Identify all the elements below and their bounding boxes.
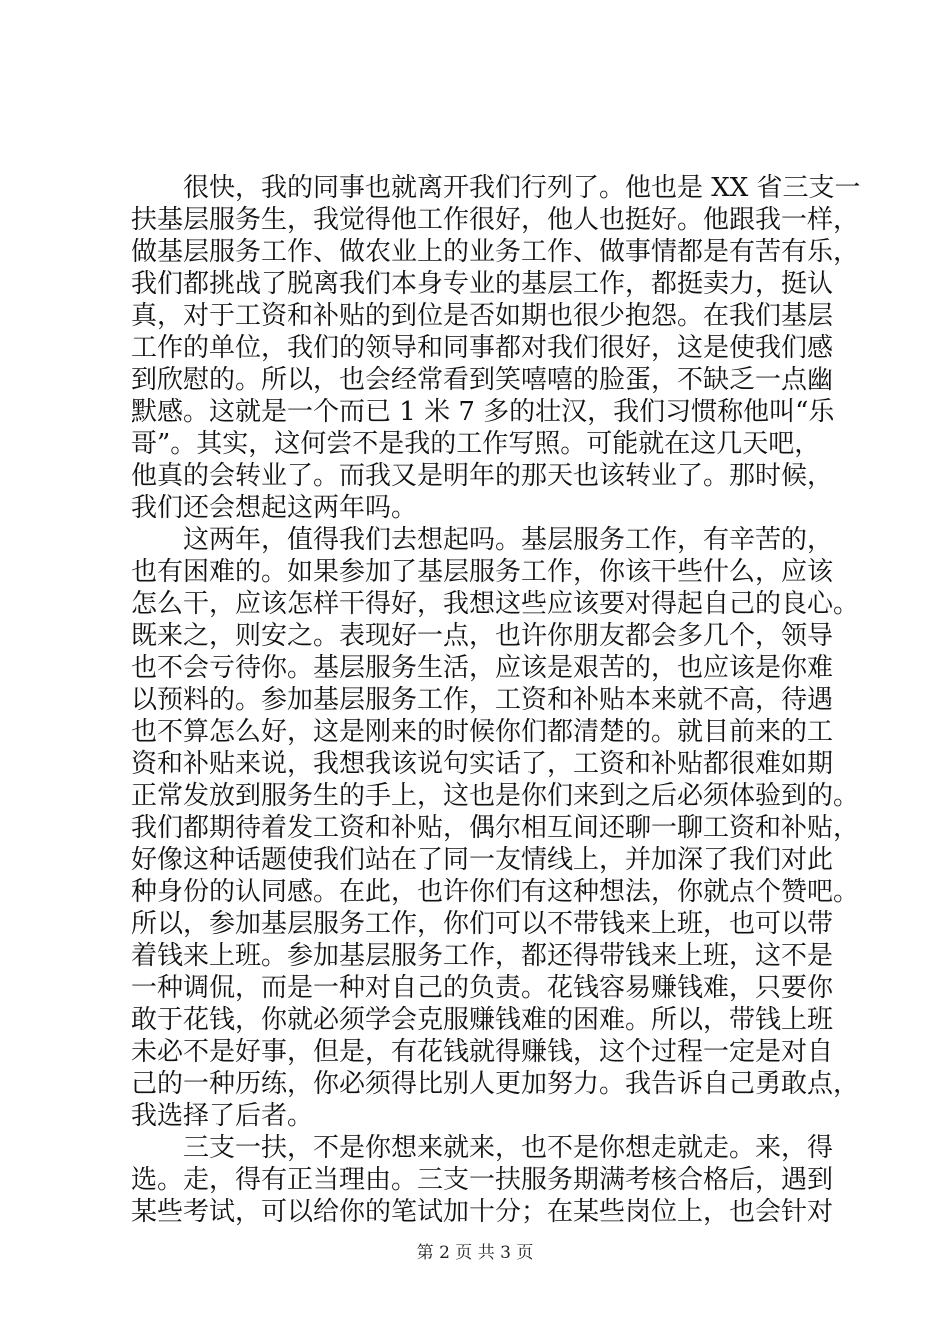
page-number-label: 第 2 页 共 3 页	[416, 1243, 534, 1263]
text-line: 既来之，则安之。表现好一点，也许你朋友都会多几个，领导	[131, 621, 834, 651]
text-line: 我们还会想起这两年吗。	[131, 493, 418, 523]
text-line: 也有困难的。如果参加了基层服务工作，你该干些什么，应该	[131, 557, 834, 587]
text-line: 资和补贴来说，我想我该说句实话了，工资和补贴都很难如期	[131, 749, 834, 779]
text-line: 一种调侃，而是一种对自己的负责。花钱容易赚钱难，只要你	[131, 973, 834, 1003]
text-line: 某些考试，可以给你的笔试加十分；在某些岗位上，也会针对	[131, 1197, 834, 1227]
text-line: 选。走，得有正当理由。三支一扶服务期满考核合格后，遇到	[131, 1165, 834, 1195]
page-footer	[0, 1243, 950, 1263]
text-line: 也不会亏待你。基层服务生活，应该是艰苦的，也应该是你难	[131, 653, 834, 683]
text-line: 所以，参加基层服务工作，你们可以不带钱来上班，也可以带	[131, 909, 834, 939]
text-line: 扶基层服务生，我觉得他工作很好，他人也挺好。他跟我一样，	[131, 205, 860, 235]
text-line: 着钱来上班。参加基层服务工作，都还得带钱来上班，这不是	[131, 941, 834, 971]
paragraph-1	[131, 172, 861, 524]
text-line: 种身份的认同感。在此，也许你们有这种想法，你就点个赞吧。	[131, 877, 860, 907]
paragraph-3	[131, 1132, 834, 1228]
text-line: 默感。这就是一个而已 1 米 7 多的壮汉，我们习惯称他叫“乐	[131, 397, 835, 427]
text-line: 到欣慰的。所以，也会经常看到笑嘻嘻的脸蛋，不缺乏一点幽	[131, 365, 834, 395]
text-line: 工作的单位，我们的领导和同事都对我们很好，这是使我们感	[131, 333, 834, 363]
text-line: 他真的会转业了。而我又是明年的那天也该转业了。那时候，	[131, 461, 834, 491]
text-line: 很快，我的同事也就离开我们行列了。他也是 XX 省三支一	[183, 173, 861, 203]
text-line: 我们都挑战了脱离我们本身专业的基层工作，都挺卖力，挺认	[131, 269, 834, 299]
text-line: 怎么干，应该怎样干得好，我想这些应该要对得起自己的良心。	[131, 589, 860, 619]
text-line: 也不算怎么好，这是刚来的时候你们都清楚的。就目前来的工	[131, 717, 834, 747]
text-line: 敢于花钱，你就必须学会克服赚钱难的困难。所以，带钱上班	[131, 1005, 834, 1035]
text-line: 三支一扶，不是你想来就来，也不是你想走就走。来，得	[183, 1133, 834, 1163]
text-line: 我选择了后者。	[131, 1101, 314, 1131]
text-line: 己的一种历练，你必须得比别人更加努力。我告诉自己勇敢点，	[131, 1069, 860, 1099]
paragraph-2	[131, 524, 860, 1132]
document-body	[131, 172, 861, 1228]
text-line: 未必不是好事，但是，有花钱就得赚钱，这个过程一定是对自	[131, 1037, 834, 1067]
text-line: 正常发放到服务生的手上，这也是你们来到之后必须体验到的。	[131, 781, 860, 811]
text-line: 真，对于工资和补贴的到位是否如期也很少抱怨。在我们基层	[131, 301, 834, 331]
text-line: 做基层服务工作、做农业上的业务工作、做事情都是有苦有乐，	[131, 237, 860, 267]
text-line: 这两年，值得我们去想起吗。基层服务工作，有辛苦的，	[183, 525, 834, 555]
text-line: 我们都期待着发工资和补贴，偶尔相互间还聊一聊工资和补贴，	[131, 813, 860, 843]
text-line: 以预料的。参加基层服务工作，工资和补贴本来就不高，待遇	[131, 685, 834, 715]
text-line: 好像这种话题使我们站在了同一友情线上，并加深了我们对此	[131, 845, 834, 875]
text-line: 哥”。其实，这何尝不是我的工作写照。可能就在这几天吧，	[131, 429, 821, 459]
